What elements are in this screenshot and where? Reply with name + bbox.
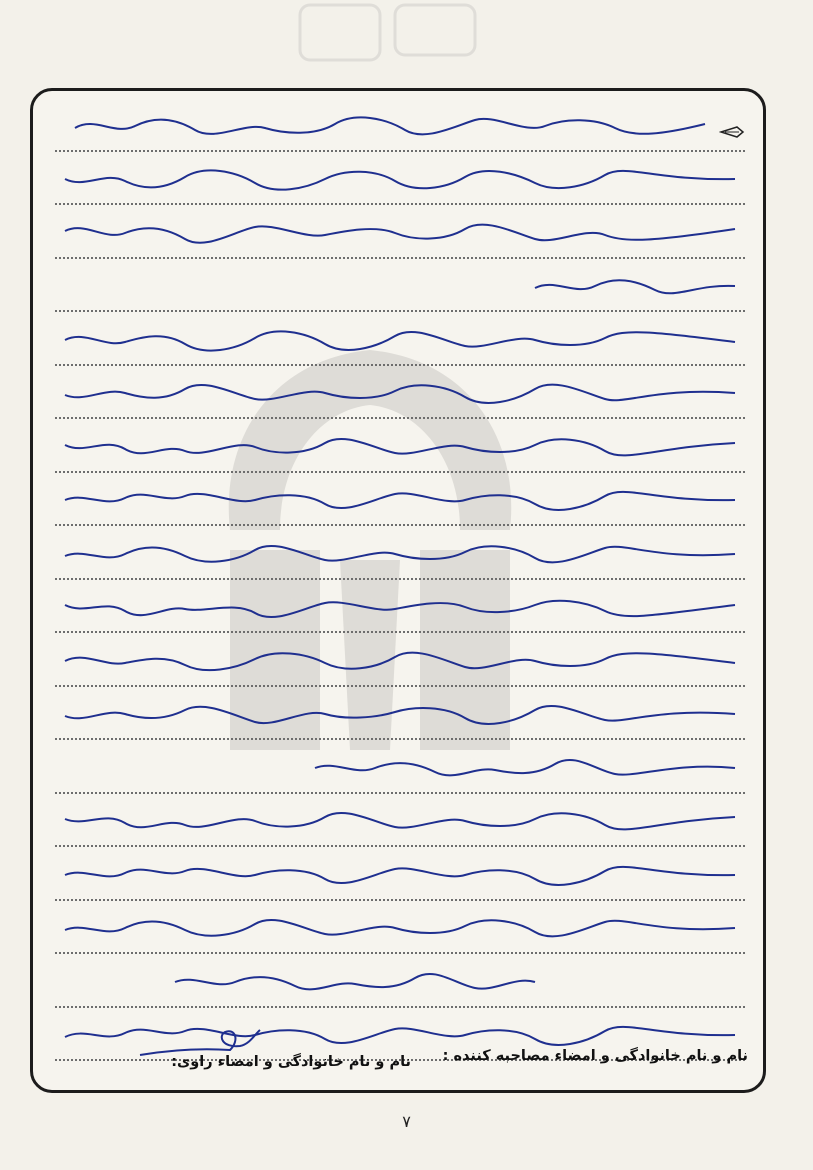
handwritten-line — [55, 794, 745, 848]
interviewer-signature-label: نام و نام خانوادگی و امضاء مصاحبه کننده : — [442, 1048, 748, 1064]
handwritten-line — [55, 205, 745, 259]
handwritten-line — [55, 580, 745, 634]
handwritten-line — [55, 419, 745, 473]
pen-icon — [719, 124, 745, 140]
handwritten-line — [55, 633, 745, 687]
handwritten-lines — [55, 98, 745, 1061]
handwritten-line — [55, 366, 745, 420]
handwritten-line — [55, 526, 745, 580]
handwritten-line — [55, 312, 745, 366]
handwritten-line — [55, 847, 745, 901]
handwritten-line — [55, 954, 745, 1008]
page-number: ۷ — [402, 1112, 411, 1131]
narrator-signature-label: نام و نام خانوادگی و امضاء راوی: — [171, 1054, 411, 1070]
handwritten-line — [55, 152, 745, 206]
handwritten-line — [55, 740, 745, 794]
handwritten-line — [55, 259, 745, 313]
handwritten-line — [55, 687, 745, 741]
handwritten-line — [55, 98, 745, 152]
faded-stamp — [290, 0, 490, 70]
signature-footer — [30, 1040, 766, 1080]
handwritten-line — [55, 901, 745, 955]
handwritten-line — [55, 473, 745, 527]
